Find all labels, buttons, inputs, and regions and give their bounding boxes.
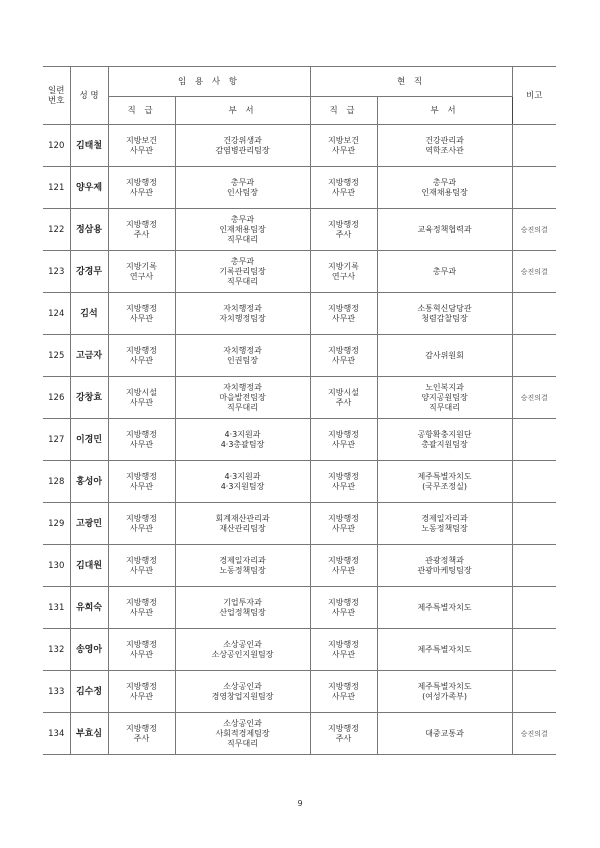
current-grade-cell-line: 지방행정	[328, 429, 359, 439]
current-grade-cell-line: 사무관	[331, 355, 356, 365]
note-cell	[512, 587, 556, 629]
current-dept-cell-line: 양지공원팀장	[421, 392, 468, 402]
current-dept-cell-line: 관광마케팅팀장	[417, 565, 472, 575]
appointment-grade-cell	[108, 377, 175, 419]
header-row-sub	[43, 97, 556, 125]
appointment-dept-cell-line: 기록관리팀장	[219, 266, 266, 276]
appointment-grade-cell-line: 지방행정	[126, 303, 157, 313]
name-cell: 부효심	[70, 713, 108, 755]
current-grade-cell	[310, 209, 377, 251]
table-row	[43, 713, 556, 755]
table-row	[43, 251, 556, 293]
appointment-dept-cell	[175, 461, 310, 503]
appointment-grade-cell-line: 지방시설	[126, 387, 157, 397]
note-cell	[512, 629, 556, 671]
appointment-grade-cell-line: 지방행정	[126, 513, 157, 523]
appointment-dept-cell-line: 사회적경제팀장	[215, 728, 270, 738]
appointment-grade-cell-line: 지방보건	[126, 135, 157, 145]
note-cell	[512, 671, 556, 713]
serial-cell: 132	[43, 629, 70, 671]
current-grade-cell-line: 사무관	[331, 439, 356, 449]
note-cell: 승진의결	[512, 377, 556, 419]
appointment-dept-cell-line: 자치행정팀장	[219, 313, 266, 323]
appointment-grade-header: 직 급	[108, 97, 175, 125]
current-grade-cell-line: 사무관	[331, 523, 356, 533]
serial-cell: 130	[43, 545, 70, 587]
current-dept-cell	[377, 167, 512, 209]
current-grade-header: 직 급	[310, 97, 377, 125]
name-cell: 이경민	[70, 419, 108, 461]
appointment-grade-cell	[108, 461, 175, 503]
current-grade-cell	[310, 713, 377, 755]
current-dept-cell	[377, 629, 512, 671]
appointment-grade-cell-line: 주사	[133, 733, 150, 743]
name-cell: 김대원	[70, 545, 108, 587]
serial-cell: 131	[43, 587, 70, 629]
current-grade-cell-line: 사무관	[331, 565, 356, 575]
page-number: 9	[297, 799, 303, 808]
current-dept-cell	[377, 713, 512, 755]
appointment-grade-cell-line: 지방기록	[126, 261, 157, 271]
current-grade-cell	[310, 671, 377, 713]
appointment-grade-cell-line: 지방행정	[126, 555, 157, 565]
current-dept-cell-line: (여성가족부)	[422, 691, 467, 701]
note-cell: 승진의결	[512, 209, 556, 251]
note-cell	[512, 335, 556, 377]
appointment-grade-cell-line: 지방행정	[126, 639, 157, 649]
serial-cell: 128	[43, 461, 70, 503]
table-row	[43, 293, 556, 335]
note-cell	[512, 461, 556, 503]
appointment-dept-cell-line: 인권팀장	[227, 355, 258, 365]
appointment-dept-cell-line: 소상공인과	[223, 681, 262, 691]
current-dept-cell	[377, 377, 512, 419]
appointment-grade-cell	[108, 629, 175, 671]
appointment-dept-cell	[175, 503, 310, 545]
current-grade-cell	[310, 335, 377, 377]
current-grade-cell	[310, 587, 377, 629]
current-position-header: 현 직	[310, 67, 512, 97]
current-dept-cell-line: 관광정책과	[425, 555, 464, 565]
appointment-dept-cell-line: 4·3지원팀장	[220, 481, 265, 491]
appointment-dept-cell-line: 4·3지원과	[224, 429, 261, 439]
name-cell: 강경무	[70, 251, 108, 293]
table-row	[43, 671, 556, 713]
current-grade-cell	[310, 377, 377, 419]
appointment-dept-cell	[175, 629, 310, 671]
note-cell	[512, 545, 556, 587]
name-cell: 유희숙	[70, 587, 108, 629]
appointment-dept-cell	[175, 419, 310, 461]
current-grade-cell-line: 사무관	[331, 691, 356, 701]
table-row	[43, 167, 556, 209]
note-cell	[512, 125, 556, 167]
appointment-grade-cell-line: 사무관	[129, 649, 154, 659]
name-cell: 양우제	[70, 167, 108, 209]
appointment-grade-cell-line: 사무관	[129, 523, 154, 533]
note-cell: 승진의결	[512, 251, 556, 293]
header-row-top	[43, 67, 556, 97]
current-grade-cell	[310, 545, 377, 587]
appointment-dept-cell	[175, 125, 310, 167]
serial-cell: 134	[43, 713, 70, 755]
appointment-dept-cell-line: 경제일자리과	[219, 555, 266, 565]
current-grade-cell-line: 지방행정	[328, 597, 359, 607]
current-grade-cell-line: 지방시설	[328, 387, 359, 397]
appointment-dept-cell-line: 소상공인지원팀장	[211, 649, 274, 659]
appointment-grade-cell-line: 사무관	[129, 355, 154, 365]
current-dept-cell	[377, 419, 512, 461]
current-dept-cell	[377, 503, 512, 545]
name-cell: 김수정	[70, 671, 108, 713]
appointment-dept-cell	[175, 671, 310, 713]
appointment-grade-cell	[108, 545, 175, 587]
current-grade-cell	[310, 503, 377, 545]
note-header: 비고	[512, 67, 556, 125]
appointment-grade-cell	[108, 335, 175, 377]
appointment-dept-cell-line: 자치행정과	[223, 303, 262, 313]
current-dept-cell-line: 인재채용팀장	[421, 187, 468, 197]
appointment-dept-cell-line: 4·3지원과	[224, 471, 261, 481]
appointment-grade-cell-line: 사무관	[129, 313, 154, 323]
appointment-dept-cell-line: 소상공인과	[223, 718, 262, 728]
serial-cell: 121	[43, 167, 70, 209]
current-grade-cell-line: 지방행정	[328, 681, 359, 691]
current-dept-cell-line: 감사위원회	[425, 350, 464, 360]
appointment-dept-cell	[175, 293, 310, 335]
serial-cell: 122	[43, 209, 70, 251]
current-dept-cell	[377, 671, 512, 713]
appointment-dept-cell-line: 직무대리	[227, 402, 258, 412]
appointment-grade-cell-line: 사무관	[129, 691, 154, 701]
appointment-grade-cell-line: 사무관	[129, 481, 154, 491]
table-row	[43, 545, 556, 587]
current-grade-cell-line: 지방행정	[328, 723, 359, 733]
appointment-grade-cell-line: 지방행정	[126, 597, 157, 607]
current-dept-cell-line: 공항확충지원단	[417, 429, 472, 439]
appointment-grade-cell-line: 연구사	[129, 271, 154, 281]
appointment-dept-cell-line: 총무과	[230, 177, 255, 187]
appointment-dept-cell-line: 4·3총괄팀장	[220, 439, 265, 449]
note-cell	[512, 293, 556, 335]
current-dept-cell-line: 총무과	[432, 177, 457, 187]
table-row	[43, 629, 556, 671]
table-row	[43, 125, 556, 167]
current-grade-cell-line: 사무관	[331, 607, 356, 617]
appointment-grade-cell-line: 지방행정	[126, 429, 157, 439]
appointment-dept-header: 부 서	[175, 97, 310, 125]
current-grade-cell-line: 지방행정	[328, 639, 359, 649]
current-dept-cell-line: 대중교통과	[425, 728, 464, 738]
appointment-grade-cell	[108, 167, 175, 209]
name-cell: 김석	[70, 293, 108, 335]
appointment-dept-cell-line: 경영창업지원팀장	[211, 691, 274, 701]
current-dept-cell	[377, 587, 512, 629]
current-grade-cell	[310, 251, 377, 293]
current-dept-cell-line: 역학조사관	[425, 145, 464, 155]
appointment-dept-cell-line: 건강위생과	[223, 135, 262, 145]
serial-cell: 126	[43, 377, 70, 419]
appointment-dept-cell-line: 노동정책팀장	[219, 565, 266, 575]
appointment-grade-cell-line: 사무관	[129, 145, 154, 155]
current-dept-cell-line: 제주특별자치도	[417, 681, 472, 691]
appointment-dept-cell-line: 총무과	[230, 256, 255, 266]
appointment-grade-cell-line: 사무관	[129, 397, 154, 407]
name-cell: 고금자	[70, 335, 108, 377]
appointment-dept-cell	[175, 251, 310, 293]
appointment-grade-cell	[108, 251, 175, 293]
current-grade-cell-line: 주사	[335, 397, 352, 407]
appointment-grade-cell	[108, 125, 175, 167]
table-body	[43, 125, 556, 755]
appointment-dept-cell	[175, 209, 310, 251]
serial-cell: 120	[43, 125, 70, 167]
appointment-grade-cell	[108, 209, 175, 251]
current-grade-cell-line: 사무관	[331, 313, 356, 323]
appointment-dept-cell	[175, 587, 310, 629]
current-dept-cell-line: 소통혁신담당관	[417, 303, 472, 313]
table-row	[43, 377, 556, 419]
appointment-dept-cell-line: 인사팀장	[227, 187, 258, 197]
current-dept-cell-line: 교육정책협력과	[417, 224, 472, 234]
appointment-grade-cell-line: 지방행정	[126, 219, 157, 229]
appointment-grade-cell-line: 지방행정	[126, 723, 157, 733]
appointment-grade-cell	[108, 419, 175, 461]
current-dept-cell-line: 총괄지원팀장	[421, 439, 468, 449]
current-grade-cell-line: 지방행정	[328, 177, 359, 187]
current-dept-cell-line: (국무조정실)	[422, 481, 467, 491]
table-row	[43, 335, 556, 377]
serial-cell: 124	[43, 293, 70, 335]
current-grade-cell	[310, 461, 377, 503]
serial-cell: 127	[43, 419, 70, 461]
appointment-dept-cell-line: 인재채용팀장	[219, 224, 266, 234]
name-cell: 홍성아	[70, 461, 108, 503]
note-cell: 승진의결	[512, 713, 556, 755]
appointment-dept-cell-line: 직무대리	[227, 738, 258, 748]
current-dept-cell-line: 제주특별자치도	[417, 471, 472, 481]
current-grade-cell	[310, 419, 377, 461]
current-dept-header: 부 서	[377, 97, 512, 125]
current-grade-cell-line: 연구사	[331, 271, 356, 281]
appointment-grade-cell	[108, 503, 175, 545]
serial-cell: 133	[43, 671, 70, 713]
appointment-dept-cell-line: 마을발전팀장	[219, 392, 266, 402]
current-dept-cell-line: 노동정책팀장	[421, 523, 468, 533]
serial-cell: 125	[43, 335, 70, 377]
current-dept-cell	[377, 125, 512, 167]
current-grade-cell-line: 사무관	[331, 649, 356, 659]
table-row	[43, 461, 556, 503]
serial-cell: 123	[43, 251, 70, 293]
appointment-grade-cell-line: 주사	[133, 229, 150, 239]
serial-cell: 129	[43, 503, 70, 545]
appointment-dept-cell-line: 기업투자과	[223, 597, 262, 607]
current-grade-cell-line: 지방행정	[328, 513, 359, 523]
note-cell	[512, 167, 556, 209]
current-dept-cell	[377, 209, 512, 251]
appointment-dept-cell	[175, 167, 310, 209]
appointment-dept-cell-line: 직무대리	[227, 234, 258, 244]
appointment-dept-cell-line: 산업정책팀장	[219, 607, 266, 617]
appointment-grade-cell-line: 사무관	[129, 439, 154, 449]
name-cell: 김태철	[70, 125, 108, 167]
current-grade-cell-line: 지방행정	[328, 219, 359, 229]
appointment-grade-cell-line: 사무관	[129, 565, 154, 575]
name-cell: 정삼용	[70, 209, 108, 251]
current-dept-cell	[377, 335, 512, 377]
current-grade-cell	[310, 629, 377, 671]
appointment-dept-cell-line: 자치행정과	[223, 345, 262, 355]
appointment-grade-cell	[108, 713, 175, 755]
current-grade-cell-line: 지방보건	[328, 135, 359, 145]
serial-header: 일련 번호	[43, 67, 70, 125]
appointment-dept-cell-line: 감염병관리팀장	[215, 145, 270, 155]
current-grade-cell-line: 주사	[335, 733, 352, 743]
current-grade-cell-line: 지방행정	[328, 303, 359, 313]
current-grade-cell-line: 사무관	[331, 145, 356, 155]
current-grade-cell-line: 주사	[335, 229, 352, 239]
current-grade-cell-line: 지방행정	[328, 345, 359, 355]
current-grade-cell-line: 지방기록	[328, 261, 359, 271]
current-dept-cell-line: 총무과	[432, 266, 457, 276]
table-row	[43, 587, 556, 629]
current-dept-cell-line: 제주특별자치도	[417, 644, 472, 654]
current-dept-cell-line: 경제일자리과	[421, 513, 468, 523]
current-dept-cell-line: 노인복지과	[425, 382, 464, 392]
appointment-grade-cell-line: 지방행정	[126, 345, 157, 355]
appointment-table	[43, 66, 556, 755]
appointment-header: 임 용 사 항	[108, 67, 310, 97]
current-dept-cell-line: 청렴감찰팀장	[421, 313, 468, 323]
name-cell: 강창효	[70, 377, 108, 419]
current-grade-cell-line: 사무관	[331, 187, 356, 197]
name-header: 성 명	[70, 67, 108, 125]
current-grade-cell-line: 지방행정	[328, 471, 359, 481]
appointment-grade-cell	[108, 587, 175, 629]
current-dept-cell-line: 직무대리	[429, 402, 460, 412]
current-dept-cell	[377, 461, 512, 503]
table-row	[43, 503, 556, 545]
appointment-grade-cell-line: 사무관	[129, 607, 154, 617]
appointment-grade-cell-line: 지방행정	[126, 681, 157, 691]
appointment-dept-cell-line: 총무과	[230, 214, 255, 224]
appointment-grade-cell-line: 지방행정	[126, 177, 157, 187]
current-dept-cell	[377, 293, 512, 335]
appointment-grade-cell	[108, 671, 175, 713]
appointment-grade-cell	[108, 293, 175, 335]
current-dept-cell-line: 제주특별자치도	[417, 602, 472, 612]
table-row	[43, 419, 556, 461]
current-dept-cell	[377, 545, 512, 587]
appointment-dept-cell-line: 소상공인과	[223, 639, 262, 649]
current-grade-cell	[310, 125, 377, 167]
current-grade-cell	[310, 293, 377, 335]
appointment-grade-cell-line: 사무관	[129, 187, 154, 197]
current-grade-cell	[310, 167, 377, 209]
name-cell: 고광민	[70, 503, 108, 545]
appointment-dept-cell	[175, 377, 310, 419]
appointment-dept-cell-line: 재산관리팀장	[219, 523, 266, 533]
current-grade-cell-line: 사무관	[331, 481, 356, 491]
note-cell	[512, 503, 556, 545]
appointment-dept-cell	[175, 545, 310, 587]
table-row	[43, 209, 556, 251]
appointment-dept-cell-line: 직무대리	[227, 276, 258, 286]
appointment-dept-cell-line: 회계재산관리과	[215, 513, 270, 523]
appointment-grade-cell-line: 지방행정	[126, 471, 157, 481]
current-grade-cell-line: 지방행정	[328, 555, 359, 565]
name-cell: 송영아	[70, 629, 108, 671]
note-cell	[512, 419, 556, 461]
appointment-dept-cell	[175, 713, 310, 755]
appointment-dept-cell	[175, 335, 310, 377]
appointment-dept-cell-line: 자치행정과	[223, 382, 262, 392]
current-dept-cell	[377, 251, 512, 293]
current-dept-cell-line: 건강관리과	[425, 135, 464, 145]
